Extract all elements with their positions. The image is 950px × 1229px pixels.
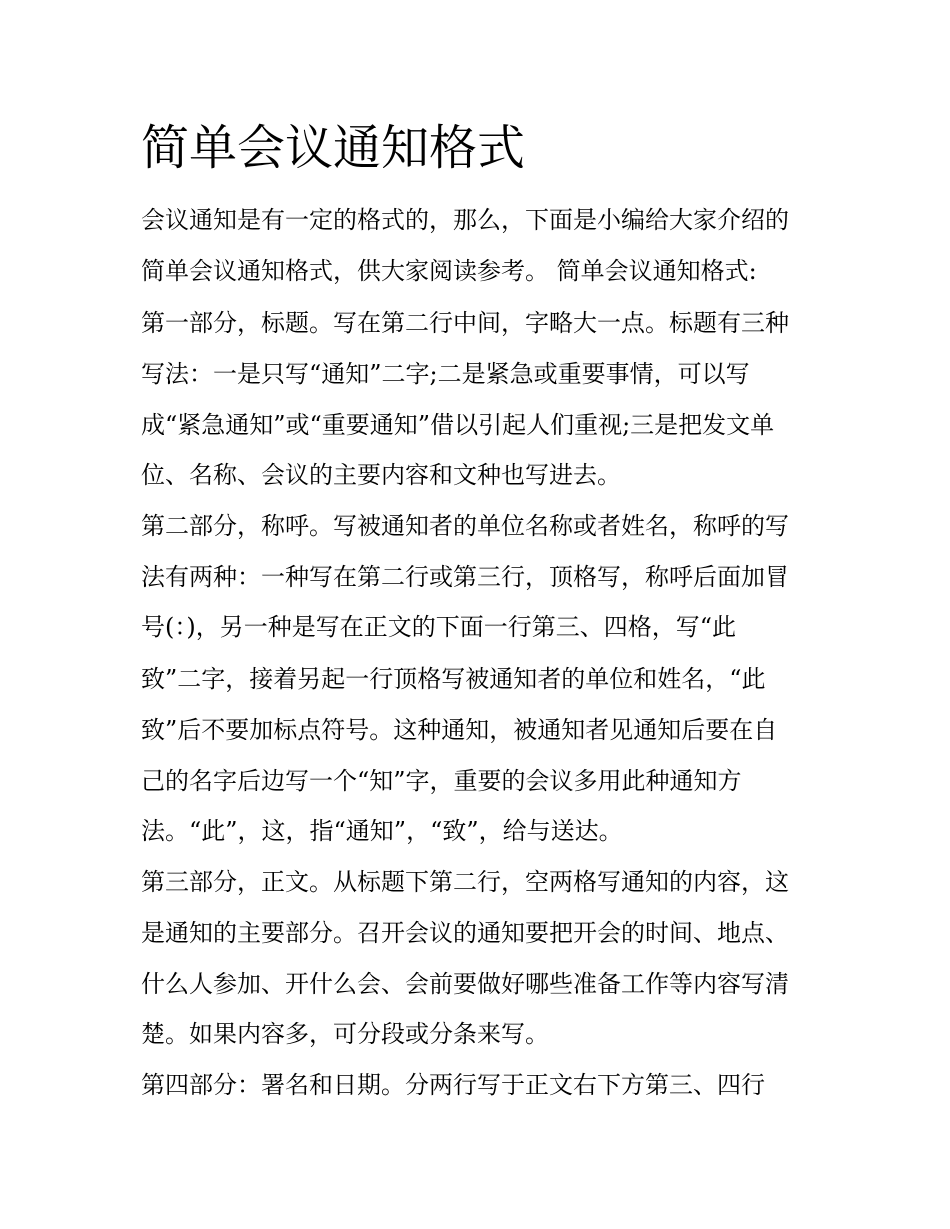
page-title: 简单会议通知格式 — [141, 120, 526, 176]
body-line: 法。“此”，这，指“通知”，“致”，给与送达。 — [141, 817, 623, 845]
body-line: 致”二字，接着另起一行顶格写被通知者的单位和姓名，“此 — [141, 665, 766, 693]
body-line: 楚。如果内容多，可分段或分条来写。 — [141, 1020, 549, 1048]
body-line: 位、名称、会议的主要内容和文种也写进去。 — [141, 461, 621, 489]
body-line: 是通知的主要部分。召开会议的通知要把开会的时间、地点、 — [141, 919, 789, 947]
body-line: 致”后不要加标点符号。这种通知，被通知者见通知后要在自 — [141, 716, 778, 744]
body-line: 第二部分，称呼。写被通知者的单位名称或者姓名，称呼的写 — [141, 512, 789, 540]
body-line: 什么人参加、开什么会、会前要做好哪些准备工作等内容写清 — [141, 970, 789, 998]
body-line: 己的名字后边写一个“知”字，重要的会议多用此种通知方 — [141, 767, 742, 795]
body-line: 第三部分，正文。从标题下第二行，空两格写通知的内容，这 — [141, 868, 789, 896]
body-line: 成“紧急通知”或“重要通知”借以引起人们重视;三是把发文单 — [141, 411, 775, 439]
body-line: 写法：一是只写“通知”二字;二是紧急或重要事情，可以写 — [141, 360, 750, 388]
body-line: 第一部分，标题。写在第二行中间，字略大一点。标题有三种 — [141, 309, 789, 337]
body-line: 第四部分：署名和日期。分两行写于正文右下方第三、四行 — [141, 1071, 765, 1099]
body-line: 会议通知是有一定的格式的，那么，下面是小编给大家介绍的 — [141, 206, 789, 234]
body-line: 简单会议通知格式，供大家阅读参考。 简单会议通知格式: — [141, 257, 757, 285]
body-line: 法有两种：一种写在第二行或第三行，顶格写，称呼后面加冒 — [141, 563, 789, 591]
body-line: 号(：)，另一种是写在正文的下面一行第三、四格，写“此 — [141, 613, 736, 641]
